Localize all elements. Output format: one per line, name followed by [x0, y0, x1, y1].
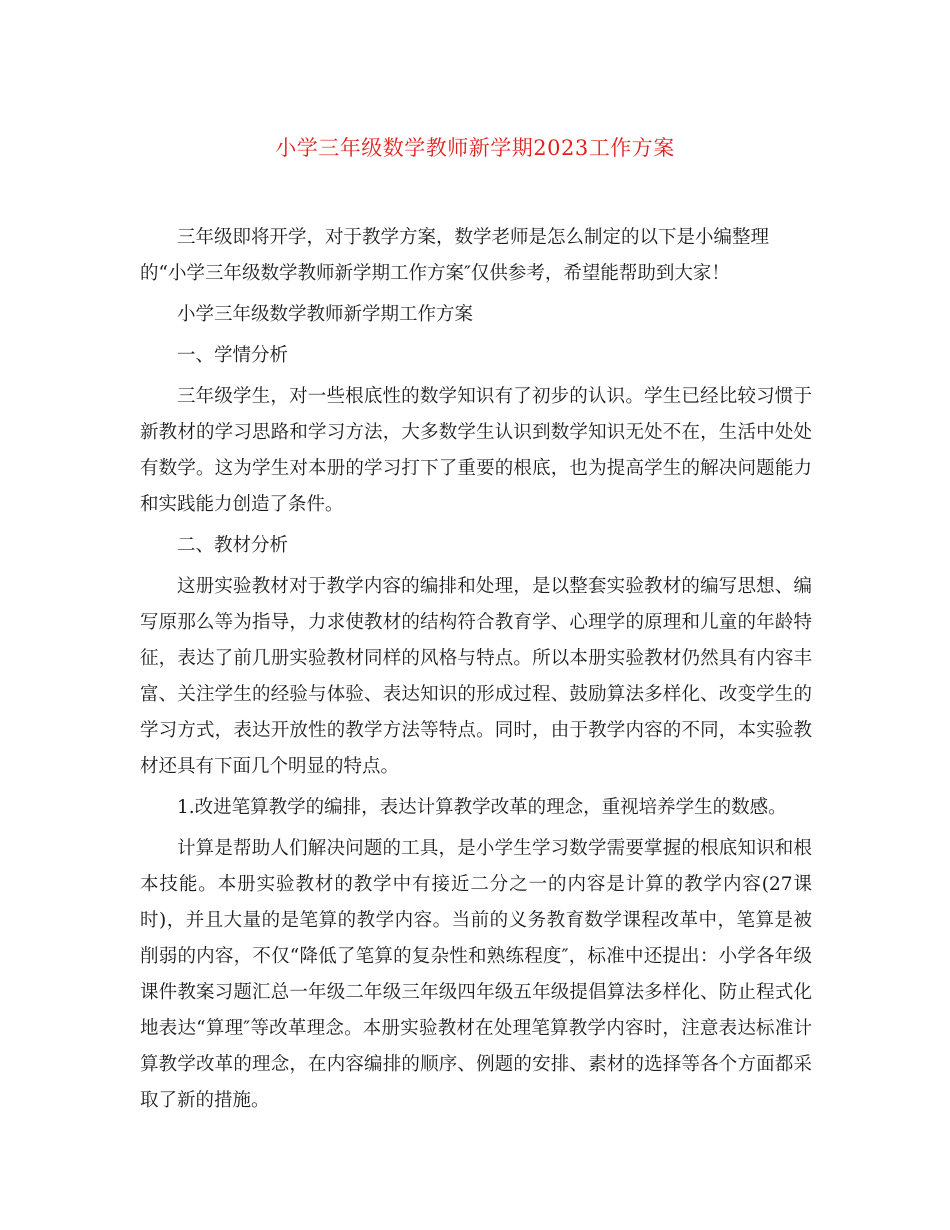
document-body — [140, 220, 812, 1124]
point1-heading: 1.改进笔算教学的编排，表达计算教学改革的理念，重视培养学生的数感。 — [177, 797, 787, 818]
section1-heading: 一、学情分析 — [177, 345, 289, 366]
section2-paragraph: 这册实验教材对于教学内容的编排和处理，是以整套实验教材的编写思想、编写原那么等为指导，力求使教材的结构符合教育学、心理学的原理和儿童的年龄特征，表达了前几册实验教材同样的风格与特点。所以本册实验教材仍然具有内容丰富、关注学生的经验与体验、表达知识的形成过程、鼓励算法多样化、改变学生的学习方式，表达开放性的教学方法等特点。同时，由于教学内容的不同，本实验教材还具有下面几个明显的特点。 — [140, 576, 812, 777]
section1-paragraph: 三年级学生，对一些根底性的数学知识有了初步的认识。学生已经比较习惯于新教材的学习思路和学习方法，大多数学生认识到数学知识无处不在，生活中处处有数学。这为学生对本册的学习打下了重要的根底，也为提高学生的解决问题能力和实践能力创造了条件。 — [140, 386, 812, 515]
intro-paragraph-line1: 三年级即将开学，对于教学方案，数学老师是怎么制定的以下是小编整理 — [177, 227, 770, 248]
document-subtitle: 小学三年级数学教师新学期工作方案 — [177, 304, 474, 325]
document-title: 小学三年级数学教师新学期2023工作方案 — [275, 136, 675, 160]
point1-paragraph: 计算是帮助人们解决问题的工具，是小学生学习数学需要掌握的根底知识和根本技能。本册实验教材的教学中有接近二分之一的内容是计算的教学内容(27课时)，并且大量的是笔算的教学内容。当前的义务教育数学课程改革中，笔算是被削弱的内容，不仅“降低了笔算的复杂性和熟练程度″，标准中还提出：小学各年级课件教案习题汇总一年级二年级三年级四年级五年级提倡算法多样化、防止程式化地表达“算理″等改革理念。本册实验教材在处理笔算教学内容时，注意表达标准计算教学改革的理念，在内容编排的顺序、例题的安排、素材的选择等各个方面都采取了新的措施。 — [140, 838, 812, 1111]
section2-heading: 二、教材分析 — [177, 535, 289, 556]
intro-paragraph-line2: 的“小学三年级数学教师新学期工作方案″仅供参考，希望能帮助到大家！ — [140, 263, 730, 284]
